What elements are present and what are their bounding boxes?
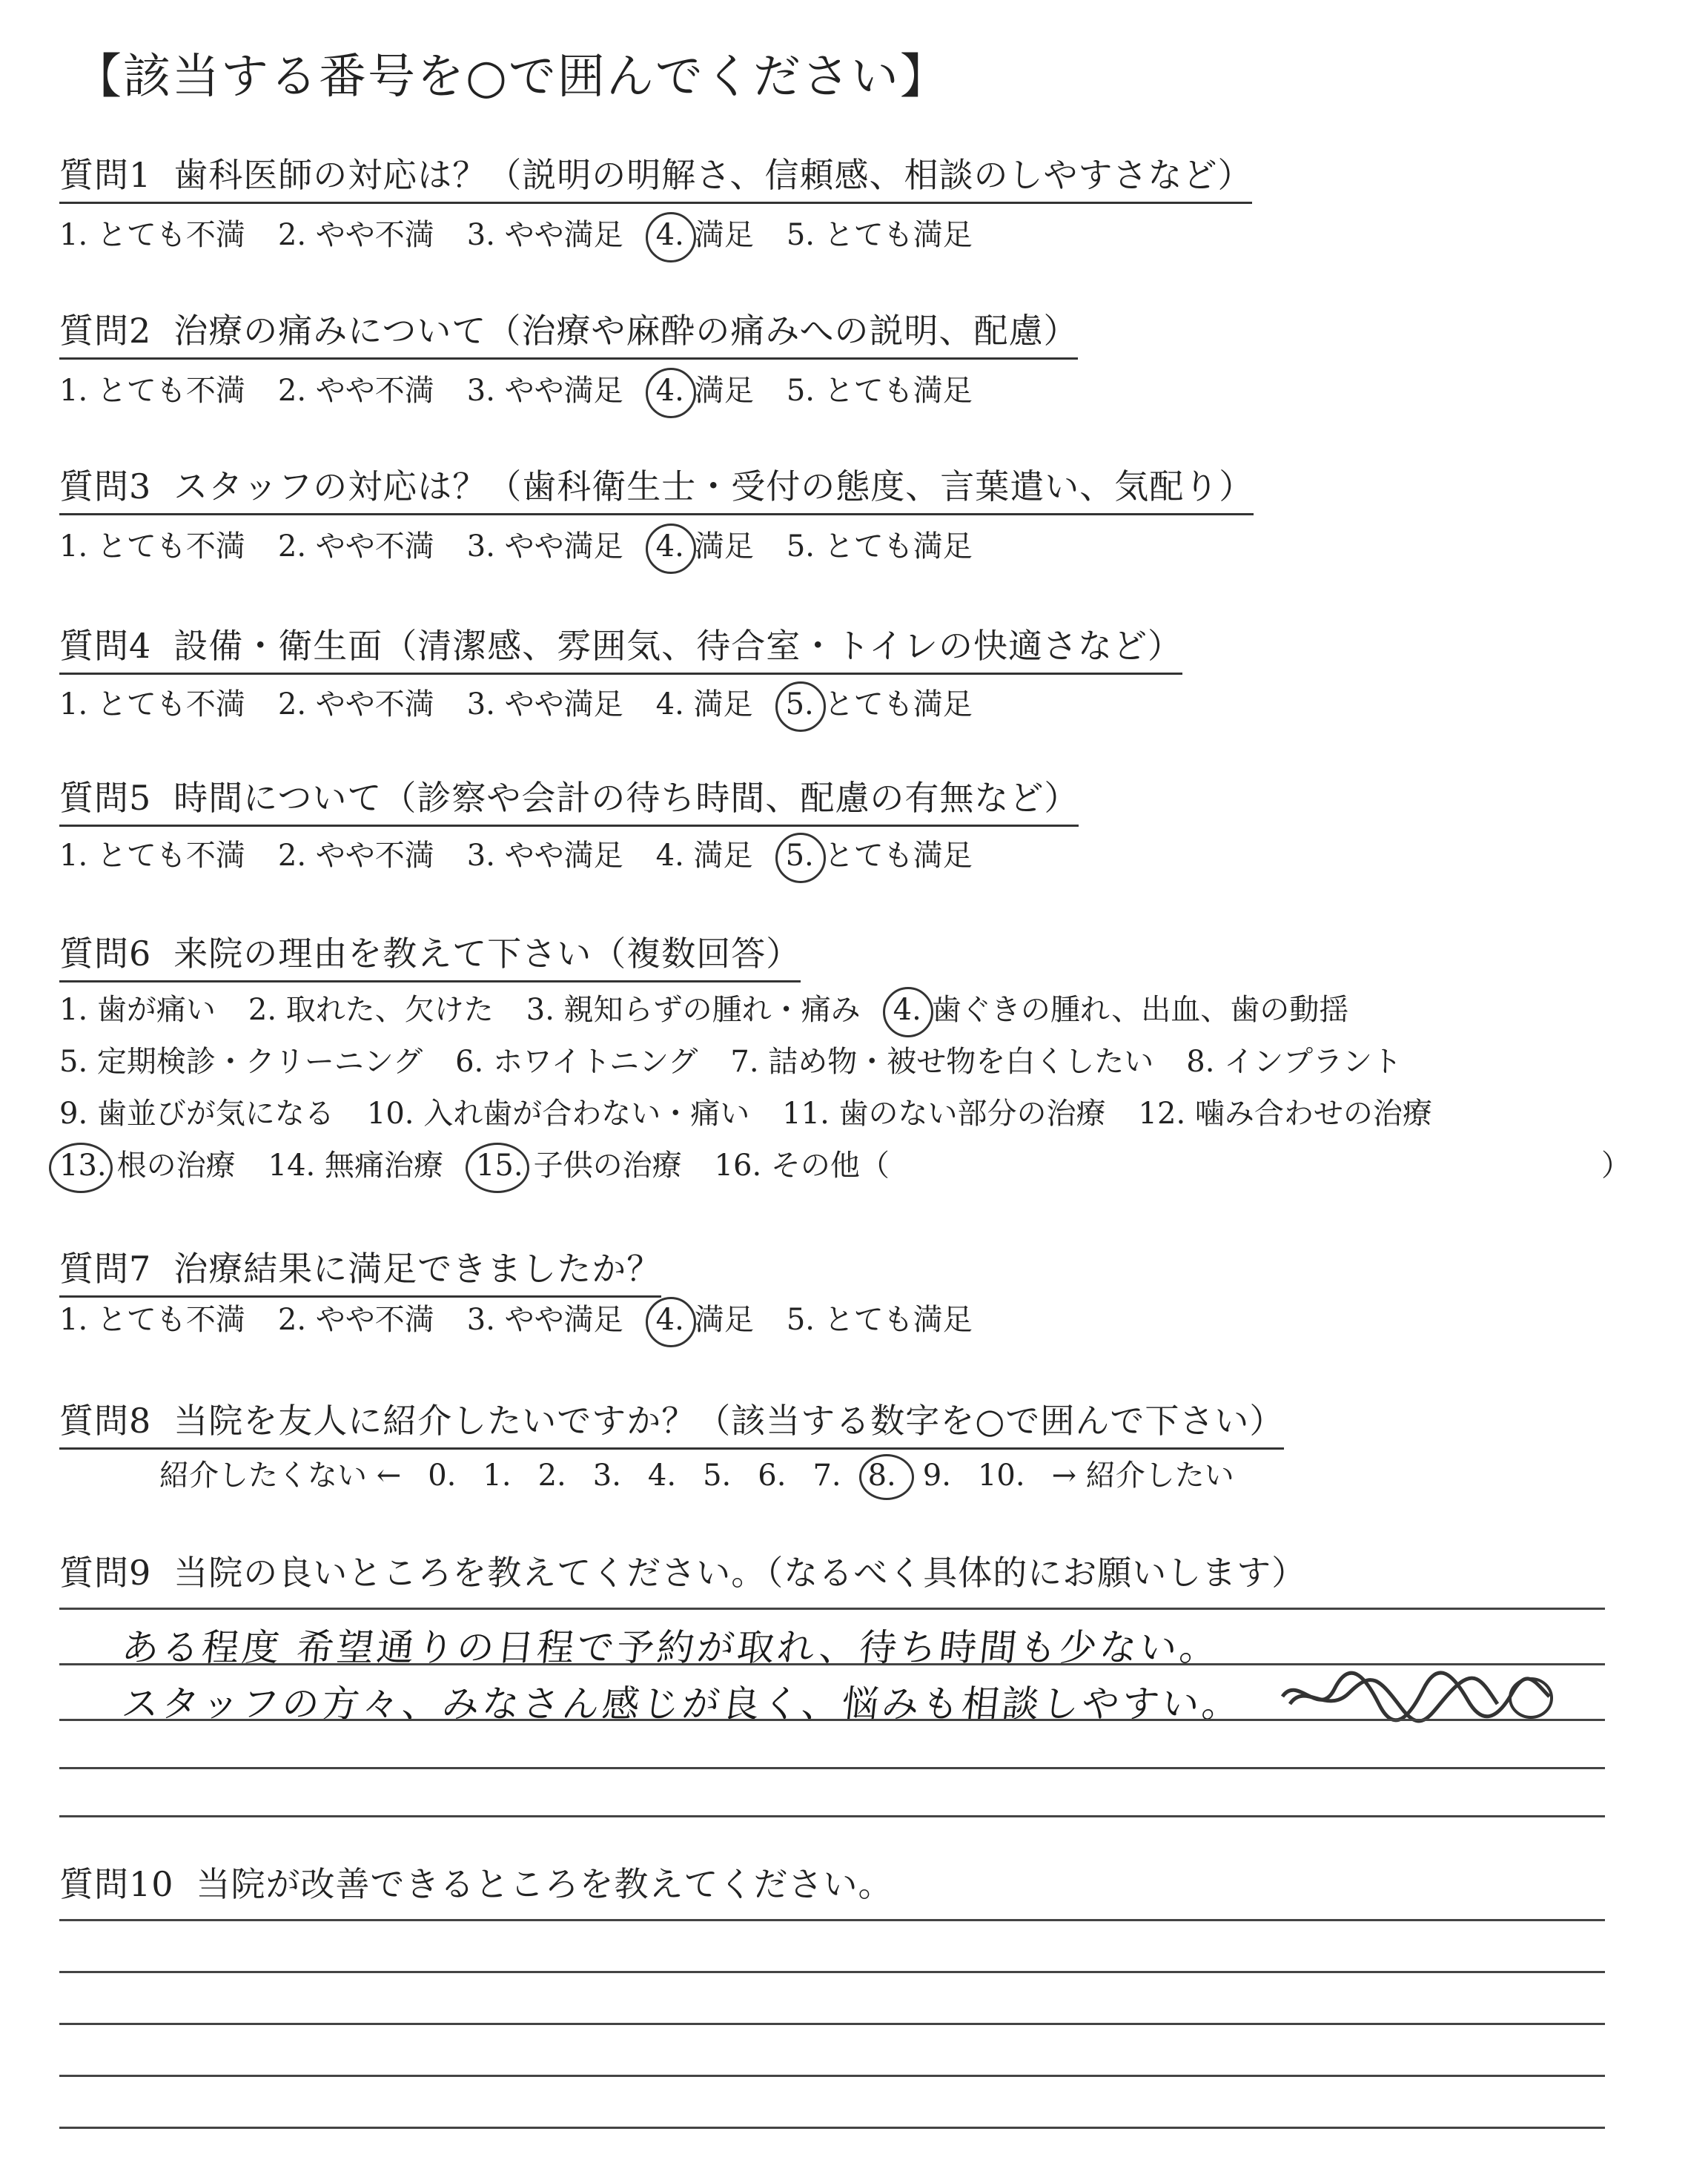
reason-13-label: 根の治療 — [116, 1149, 236, 1183]
option-5[interactable]: 5. とても満足 — [786, 374, 973, 408]
question-6-row-1 — [59, 986, 1381, 1028]
option-1[interactable]: 1. とても不満 — [59, 218, 245, 252]
question-text: 治療結果に満足できましたか？ — [173, 1249, 662, 1289]
question-label: 質問3 — [59, 466, 152, 506]
option-4[interactable]: 4. 満足 — [655, 839, 753, 873]
answer-line — [59, 1719, 1605, 1721]
reason-2[interactable]: 2. 取れた、欠けた — [248, 993, 494, 1027]
scale-6[interactable]: 6. — [758, 1459, 787, 1493]
scale-1[interactable]: 1. — [483, 1459, 512, 1493]
answer-line — [59, 1971, 1605, 1973]
answer-line — [59, 2023, 1605, 2025]
question-3-options — [59, 523, 1005, 565]
scale-3[interactable]: 3. — [592, 1459, 621, 1493]
reason-15-label: 子供の治療 — [533, 1149, 682, 1183]
option-3[interactable]: 3. やや満足 — [466, 218, 623, 252]
option-5[interactable]: 5. とても満足 — [786, 529, 973, 564]
question-text: 時間について（診察や会計の待ち時間、配慮の有無など） — [173, 778, 1079, 818]
answer-line — [59, 2075, 1605, 2077]
reason-1[interactable]: 1. 歯が痛い — [59, 993, 216, 1027]
question-label: 質問4 — [59, 626, 152, 666]
option-5-label: とても満足 — [824, 839, 973, 873]
reason-12[interactable]: 12. 噛み合わせの治療 — [1138, 1097, 1432, 1131]
option-2[interactable]: 2. やや不満 — [277, 1303, 434, 1337]
question-text: 設備・衛生面（清潔感、雰囲気、待合室・トイレの快適さなど） — [173, 626, 1182, 666]
answer-line — [59, 1815, 1605, 1817]
reason-15-circled[interactable]: 15. — [475, 1149, 523, 1183]
question-1 — [59, 148, 1252, 204]
question-text: 歯科医師の対応は？（説明の明解さ、信頼感、相談のしやすさなど） — [173, 155, 1253, 195]
reason-3[interactable]: 3. 親知らずの腫れ・痛み — [526, 993, 861, 1027]
option-5-circled[interactable]: 5. — [785, 687, 814, 721]
question-10 — [59, 1857, 893, 1911]
question-text: 治療の痛みについて（治療や麻酔の痛みへの説明、配慮） — [173, 311, 1079, 351]
option-1[interactable]: 1. とても不満 — [59, 529, 245, 564]
scale-0[interactable]: 0. — [428, 1459, 457, 1493]
question-5 — [59, 771, 1079, 827]
question-text: 当院の良いところを教えてください。（なるべく具体的にお願いします） — [173, 1553, 1307, 1593]
recommend-scale — [159, 1452, 1261, 1494]
reason-6[interactable]: 6. ホワイトニング — [455, 1045, 698, 1079]
reason-5[interactable]: 5. 定期検診・クリーニング — [59, 1045, 423, 1079]
question-6-row-2 — [59, 1038, 1434, 1080]
question-label: 質問9 — [59, 1553, 152, 1593]
question-label: 質問8 — [59, 1401, 152, 1441]
scale-8-circled[interactable]: 8. — [867, 1459, 896, 1493]
answer-line — [59, 1608, 1605, 1610]
option-5-circled[interactable]: 5. — [785, 839, 814, 873]
option-3[interactable]: 3. やや満足 — [466, 687, 623, 721]
option-2[interactable]: 2. やや不満 — [277, 839, 434, 873]
question-text: 当院を友人に紹介したいですか？（該当する数字を○で囲んで下さい） — [173, 1401, 1285, 1441]
question-5-options — [59, 832, 1005, 874]
question-6-row-3 — [59, 1090, 1465, 1132]
option-3[interactable]: 3. やや満足 — [466, 1303, 623, 1337]
question-6-row-4 — [59, 1142, 922, 1184]
question-3 — [59, 460, 1254, 515]
scale-10[interactable]: 10. — [977, 1459, 1025, 1493]
question-8 — [59, 1394, 1284, 1450]
scale-4[interactable]: 4. — [647, 1459, 677, 1493]
reason-9[interactable]: 9. 歯並びが気になる — [59, 1097, 334, 1131]
reason-8[interactable]: 8. インプラント — [1186, 1045, 1403, 1079]
question-label: 質問7 — [59, 1249, 152, 1289]
option-3[interactable]: 3. やや満足 — [466, 374, 623, 408]
reason-14[interactable]: 14. 無痛治療 — [268, 1149, 443, 1183]
option-1[interactable]: 1. とても不満 — [59, 839, 245, 873]
reason-16-other[interactable]: 16. その他（ — [714, 1149, 890, 1183]
option-2[interactable]: 2. やや不満 — [277, 529, 434, 564]
option-2[interactable]: 2. やや不満 — [277, 687, 434, 721]
option-5[interactable]: 5. とても満足 — [786, 1303, 973, 1337]
question-text: 来院の理由を教えて下さい（複数回答） — [173, 934, 801, 974]
question-7 — [59, 1242, 661, 1298]
option-5[interactable]: 5. とても満足 — [786, 218, 973, 252]
handwritten-answer-line-2[interactable]: スタッフの方々、みなさん感じが良く、悩みも相談しやすい。 — [119, 1682, 1245, 1725]
option-4-label: 満足 — [694, 1303, 754, 1337]
option-4-circled[interactable]: 4. — [655, 218, 684, 252]
scale-right-label: → 紹介したい — [1051, 1459, 1234, 1493]
question-text: 当院が改善できるところを教えてください。 — [196, 1864, 893, 1904]
option-4-circled[interactable]: 4. — [655, 374, 684, 408]
option-3[interactable]: 3. やや満足 — [466, 839, 623, 873]
reason-10[interactable]: 10. 入れ歯が合わない・痛い — [366, 1097, 750, 1131]
question-label: 質問2 — [59, 311, 152, 351]
question-2 — [59, 304, 1078, 360]
answer-line — [59, 1919, 1605, 1921]
question-text: スタッフの対応は？（歯科衛生士・受付の態度、言葉遣い、気配り） — [173, 466, 1254, 506]
answer-line — [59, 2127, 1605, 2129]
reason-13-circled[interactable]: 13. — [59, 1149, 107, 1183]
handwritten-answer-line-1[interactable]: ある程度 希望通りの日程で予約が取れ、待ち時間も少ない。 — [119, 1626, 1222, 1669]
question-9 — [59, 1546, 1306, 1599]
option-1[interactable]: 1. とても不満 — [59, 687, 245, 721]
option-4-circled[interactable]: 4. — [655, 1303, 684, 1337]
question-2-options — [59, 367, 1005, 409]
scale-9[interactable]: 9. — [922, 1459, 951, 1493]
answer-line — [59, 1767, 1605, 1769]
scale-left-label: 紹介したくない ← — [159, 1459, 402, 1493]
option-4-label: 満足 — [694, 218, 754, 252]
question-label: 質問1 — [59, 155, 152, 195]
reason-7[interactable]: 7. 詰め物・被せ物を白くしたい — [730, 1045, 1154, 1079]
option-5-label: とても満足 — [824, 687, 973, 721]
option-1[interactable]: 1. とても不満 — [59, 1303, 245, 1337]
option-4-label: 満足 — [694, 529, 754, 564]
option-4[interactable]: 4. 満足 — [655, 687, 753, 721]
reason-4-label: 歯ぐきの腫れ、出血、歯の動揺 — [931, 993, 1349, 1027]
question-6 — [59, 927, 801, 982]
scale-7[interactable]: 7. — [812, 1459, 841, 1493]
question-4-options — [59, 681, 1005, 723]
question-label: 質問6 — [59, 934, 152, 974]
scale-2[interactable]: 2. — [537, 1459, 566, 1493]
option-4-label: 満足 — [694, 374, 754, 408]
page-title: 【該当する番号を○で囲んでください】 — [74, 50, 949, 105]
answer-line — [59, 1663, 1605, 1665]
question-label: 質問10 — [59, 1864, 174, 1904]
question-1-options — [59, 211, 1005, 254]
other-close-paren: ） — [1601, 1149, 1631, 1183]
scale-5[interactable]: 5. — [703, 1459, 732, 1493]
question-7-options — [59, 1296, 1005, 1338]
scribbled-out-text-icon — [1275, 1667, 1557, 1726]
option-3[interactable]: 3. やや満足 — [466, 529, 623, 564]
reason-4-circled[interactable]: 4. — [893, 993, 921, 1027]
option-1[interactable]: 1. とても不満 — [59, 374, 245, 408]
question-label: 質問5 — [59, 778, 152, 818]
option-2[interactable]: 2. やや不満 — [277, 218, 434, 252]
question-4 — [59, 619, 1182, 675]
reason-11[interactable]: 11. 歯のない部分の治療 — [782, 1097, 1106, 1131]
option-2[interactable]: 2. やや不満 — [277, 374, 434, 408]
option-4-circled[interactable]: 4. — [655, 529, 684, 564]
